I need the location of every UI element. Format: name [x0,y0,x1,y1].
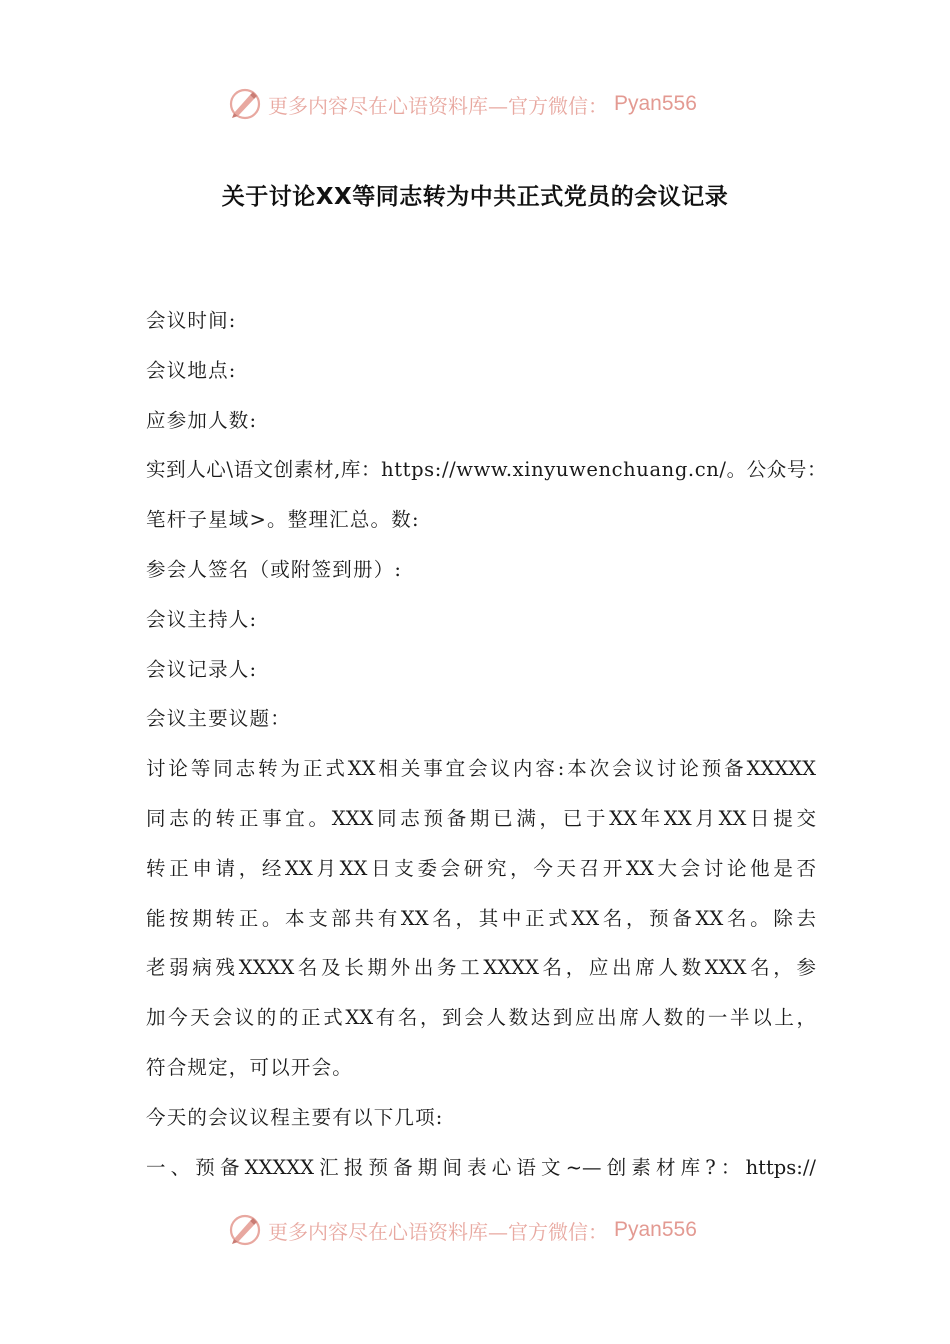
pen-logo-icon [228,1213,262,1247]
paragraph-line: 老弱病残XXXX名及长期外出务工XXXX名，应出席人数XXX名，参 [146,956,816,980]
watermark-footer [228,1210,697,1250]
paragraph-line: 转正申请，经XX月XX日支委会研究，今天召开XX大会讨论他是否 [146,856,816,880]
pen-logo-icon [228,87,262,121]
meeting-recorder-label: 会议记录人: [146,657,258,681]
meeting-location-label: 会议地点: [146,358,237,382]
watermark-header [228,84,697,124]
agenda-item-1: 一、预备XXXXX汇报预备期间表心语文~—创素材库?：https:// [146,1155,816,1179]
paragraph-line: 讨论等同志转为正式XX相关事宜会议内容:本次会议讨论预备XXXXX [146,757,816,781]
watermark-wechat-id: Pyan556 [614,1218,697,1241]
document-body [146,296,828,1192]
document-title: 关于讨论XX等同志转为中共正式党员的会议记录 [221,184,729,210]
paragraph-line: 能按期转正。本支部共有XX名，其中正式XX名，预备XX名。除去 [146,906,816,930]
watermark-text: 更多内容尽在心语资料库—官方微信： [268,1219,608,1244]
expected-attendance-label: 应参加人数: [146,408,258,432]
meeting-host-label: 会议主持人: [146,607,258,631]
actual-attendance-line-continued: 笔杆子星域>。整理汇总。数: [146,508,420,532]
main-topics-label: 会议主要议题： [146,707,291,731]
actual-attendance-line: 实到人心\语文创素材,库：https://www.xinyuwenchuang.cn/。公众号： [146,458,828,482]
watermark-text: 更多内容尽在心语资料库—官方微信： [268,93,608,118]
agenda-intro: 今天的会议议程主要有以下几项: [146,1105,444,1129]
watermark-wechat-id: Pyan556 [614,92,697,115]
paragraph-line: 同志的转正事宜。XXX同志预备期已满，已于XX年XX月XX日提交 [146,806,816,830]
meeting-time-label: 会议时间: [146,309,237,332]
attendee-signature-label: 参会人签名（或附签到册）: [146,557,403,581]
paragraph-line-last: 符合规定，可以开会。 [146,1055,354,1079]
paragraph-line: 加今天会议的的正式XX有名，到会人数达到应出席人数的一半以上， [146,1006,816,1030]
